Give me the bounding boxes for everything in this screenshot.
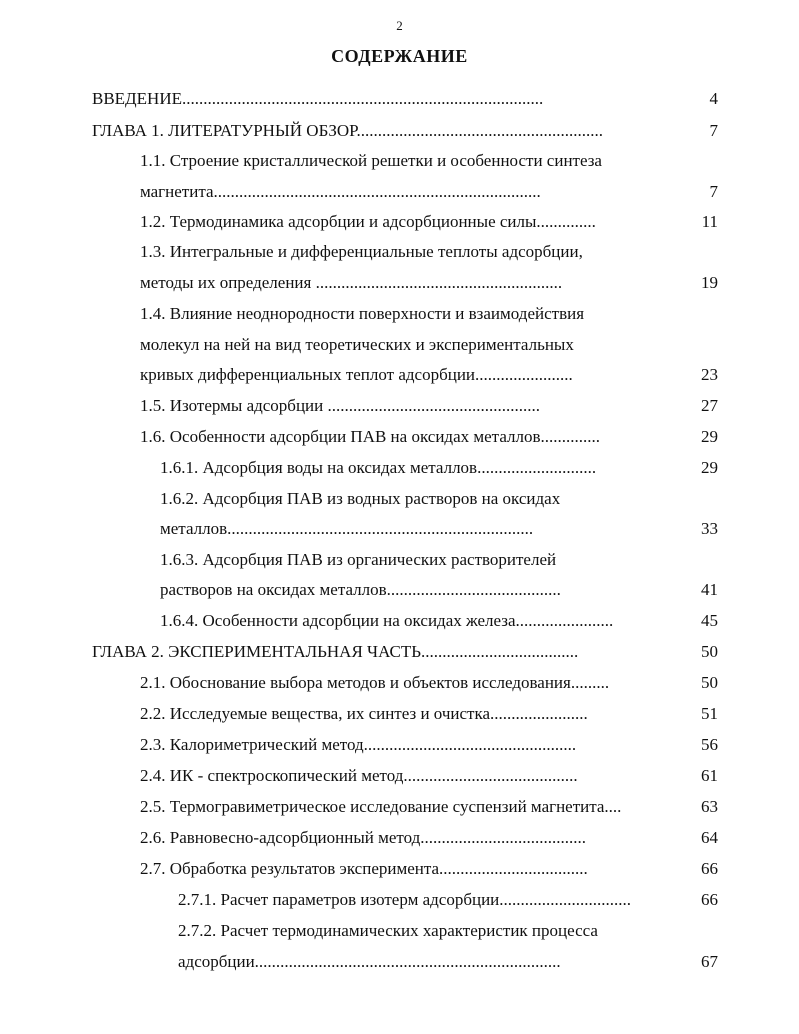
toc-page-number: 29 [701, 427, 718, 446]
toc-entry-1-4-line2: молекул на ней на вид теоретических и экспериментальных [140, 335, 574, 354]
toc-entry-2-7-2-line2: адсорбции........................................................................ [178, 952, 561, 971]
toc-page-number: 66 [701, 890, 718, 909]
toc-entry-1-6-2-line1: 1.6.2. Адсорбция ПАВ из водных растворов на оксидах [160, 489, 561, 508]
toc-page-number: 50 [701, 673, 718, 692]
toc-entry-1-2: 1.2. Термодинамика адсорбции и адсорбционные силы.............. [140, 212, 596, 231]
toc-page-number: 23 [701, 365, 718, 384]
toc-entry-1-6-4: 1.6.4. Особенности адсорбции на оксидах железа....................... [160, 611, 614, 630]
toc-entry-2-7-1: 2.7.1. Расчет параметров изотерм адсорбции............................... [178, 890, 632, 909]
toc-page-number: 4 [709, 89, 718, 108]
page-title: СОДЕРЖАНИЕ [331, 46, 468, 66]
toc-entry-chapter-1: ГЛАВА 1. ЛИТЕРАТУРНЫЙ ОБЗОР.......................................................... [92, 121, 603, 140]
toc-entry-1-4-line1: 1.4. Влияние неоднородности поверхности и взаимодействия [140, 304, 585, 323]
toc-page-number: 19 [701, 273, 718, 292]
toc-page-number: 41 [701, 580, 718, 599]
toc-entry-chapter-2: ГЛАВА 2. ЭКСПЕРИМЕНТАЛЬНАЯ ЧАСТЬ..................................... [92, 642, 579, 661]
toc-entry-1-3-line2: методы их определения .......................................................... [140, 273, 563, 292]
toc-entry-2-1: 2.1. Обоснование выбора методов и объектов исследования......... [140, 673, 610, 692]
toc-page-number: 33 [701, 519, 718, 538]
toc-page-number: 51 [701, 704, 718, 723]
toc-page-number: 50 [701, 642, 718, 661]
page-number: 2 [396, 18, 403, 33]
toc-page-number: 29 [701, 458, 718, 477]
toc-page-number: 61 [701, 766, 718, 785]
toc-page-number: 66 [701, 859, 718, 878]
toc-page-number: 27 [701, 396, 718, 415]
toc-entry-1-6: 1.6. Особенности адсорбции ПАВ на оксидах металлов.............. [140, 427, 601, 446]
toc-page-number: 56 [701, 735, 718, 754]
toc-entry-2-3: 2.3. Калориметрический метод.................................................. [140, 735, 577, 754]
toc-page-number: 11 [701, 212, 718, 231]
toc-page-number: 7 [709, 121, 718, 140]
toc-entry-2-4: 2.4. ИК - спектроскопический метод......................................... [140, 766, 578, 785]
toc-entry-1-6-2-line2: металлов........................................................................ [160, 519, 534, 538]
toc-page-number: 67 [701, 952, 718, 971]
toc-page-number: 7 [709, 182, 718, 201]
toc-page-number: 45 [701, 611, 718, 630]
toc-entry-1-6-1: 1.6.1. Адсорбция воды на оксидах металлов............................ [160, 458, 597, 477]
toc-entry-1-6-3-line2: растворов на оксидах металлов......................................... [160, 580, 561, 599]
toc-entry-1-1-line1: 1.1. Строение кристаллической решетки и особенности синтеза [140, 151, 602, 170]
toc-entry-2-5: 2.5. Термогравиметрическое исследование суспензий магнетита.... [140, 797, 622, 816]
toc-entry-introduction: ВВЕДЕНИЕ..................................................................................... [92, 89, 544, 108]
toc-entry-1-5: 1.5. Изотермы адсорбции .................................................. [140, 396, 540, 415]
toc-entry-2-6: 2.6. Равновесно-адсорбционный метод....................................... [140, 828, 587, 847]
toc-page-number: 63 [701, 797, 718, 816]
toc-entry-1-6-3-line1: 1.6.3. Адсорбция ПАВ из органических растворителей [160, 550, 557, 569]
toc-entry-2-7: 2.7. Обработка результатов эксперимента................................... [140, 859, 588, 878]
toc-page-number: 64 [701, 828, 718, 847]
toc-entry-1-3-line1: 1.3. Интегральные и дифференциальные теплоты адсорбции, [140, 242, 583, 261]
toc-entry-2-7-2-line1: 2.7.2. Расчет термодинамических характеристик процесса [178, 921, 598, 940]
toc-entry-1-4-line3: кривых дифференциальных теплот адсорбции....................... [140, 365, 573, 384]
toc-entry-2-2: 2.2. Исследуемые вещества, их синтез и очистка....................... [140, 704, 588, 723]
toc-entry-1-1-line2: магнетита............................................................................. [140, 182, 541, 201]
